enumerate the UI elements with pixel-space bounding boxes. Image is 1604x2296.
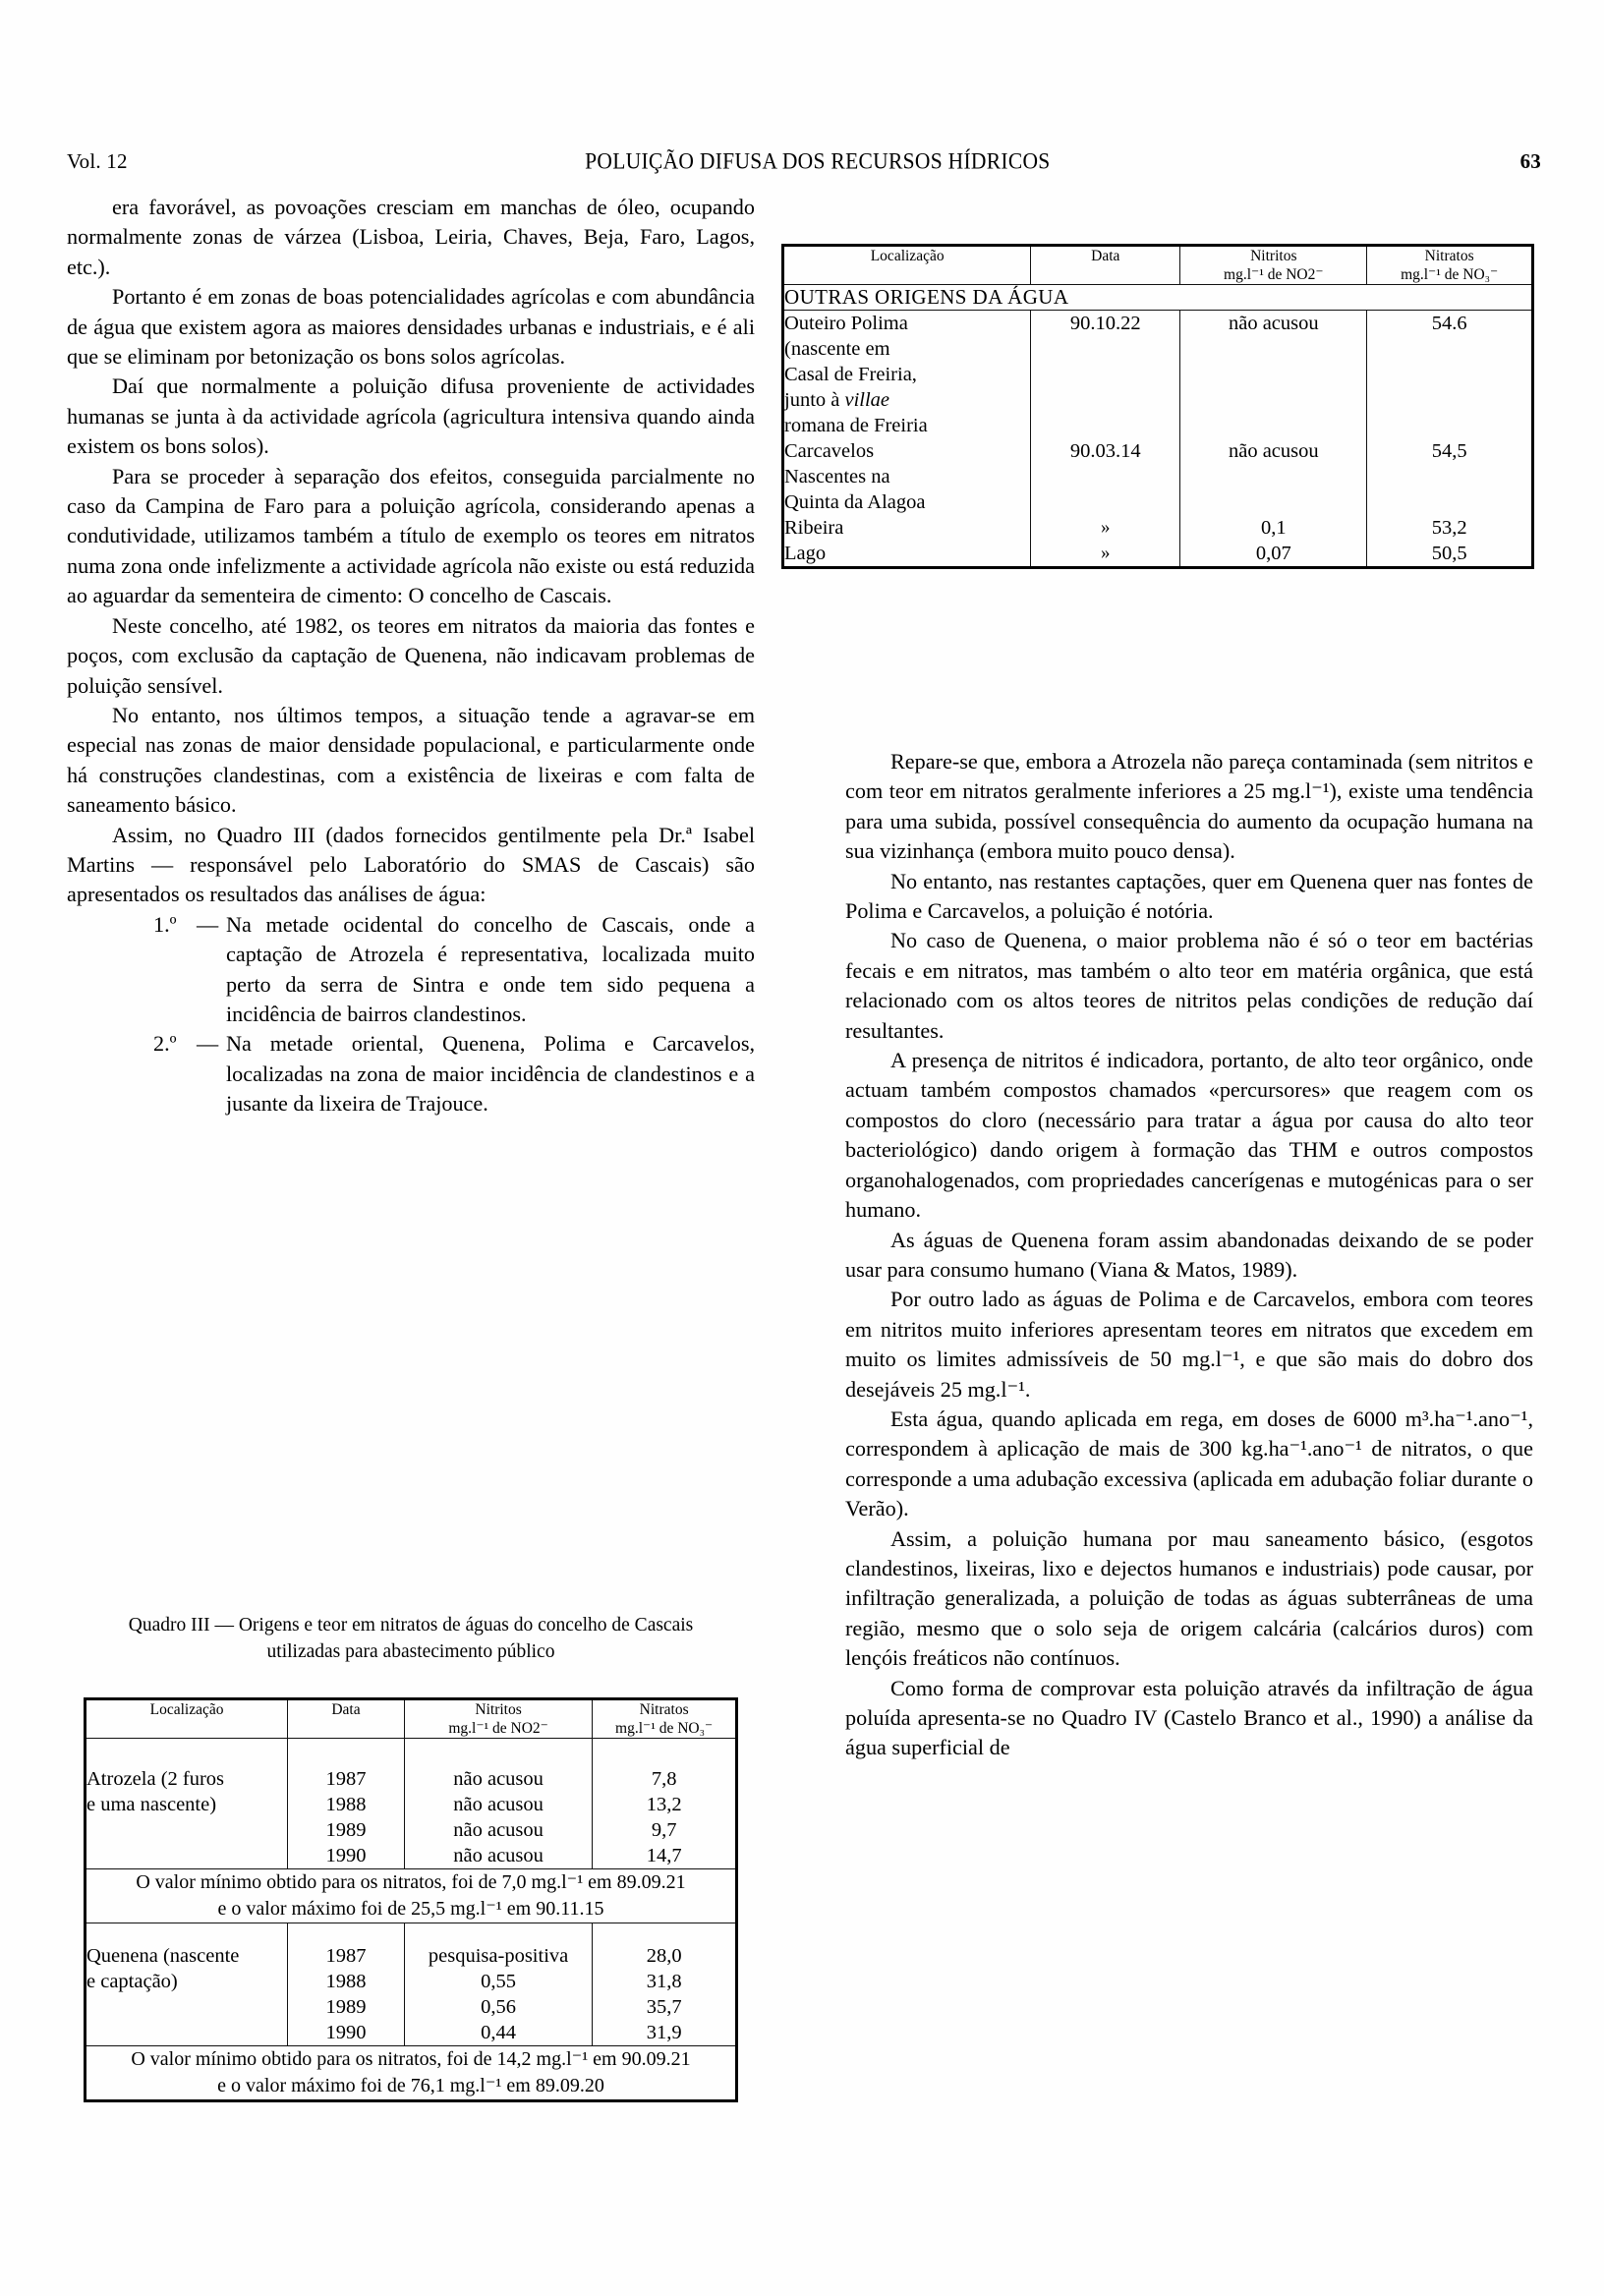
column-header-nitritos-line1: Nitritos — [475, 1701, 522, 1718]
paragraph: Repare-se que, embora a Atrozela não pareça contaminada (sem nitritos e com teor em nitratos geralmente inferiores a 25 mg.l⁻¹), existe uma tendência para uma subida, possível consequência do aumento da ocupação humana na sua vizinhança (embora muito pouco densa). — [845, 749, 1533, 864]
cell-localizacao — [784, 311, 1031, 439]
cell-nitritos: não acusou — [1180, 311, 1367, 439]
cell-nitratos: 50,5 — [1367, 541, 1531, 566]
list-item-number: 1.º — [153, 911, 177, 937]
paragraph: Daí que normalmente a poluição difusa proveniente de actividades humanas se junta à da actividade agrícola (agricultura intensiva quando ainda existem os bons solos). — [67, 373, 755, 459]
column-header-data: Data — [288, 1700, 405, 1739]
table-row — [784, 311, 1531, 439]
cell-data: 1988 — [288, 1792, 405, 1817]
cell-nitratos: 35,7 — [593, 1994, 735, 2020]
loc-line: e captação) — [86, 1971, 178, 1992]
list-item-dash: — — [197, 911, 219, 937]
journal-title: POLUIÇÃO DIFUSA DOS RECURSOS HÍDRICOS — [585, 148, 1051, 174]
caption-line-2: utilizadas para abastecimento público — [266, 1641, 555, 1662]
table-row — [784, 541, 1531, 566]
page-number: 63 — [1519, 149, 1541, 173]
cell-data — [1031, 464, 1180, 515]
table-header-row — [784, 247, 1531, 285]
column-header-nitratos-line1: Nitratos — [639, 1701, 689, 1718]
paragraph: No entanto, nos últimos tempos, a situação tende a agravar-se em especial nas zonas de maior densidade populacional, e particularmente onde há construções clandestinas, com a existência de lixeiras e com falta de saneamento básico. — [67, 702, 755, 818]
cell-nitritos: não acusou — [404, 1843, 592, 1869]
table-header-row — [86, 1700, 735, 1739]
table-row — [784, 515, 1531, 541]
paragraph: Neste concelho, até 1982, os teores em nitratos da maioria das fontes e poços, com exclusão da captação de Quenena, não indicavam problemas de poluição sensível. — [67, 612, 755, 698]
cell-nitritos: não acusou — [404, 1792, 592, 1817]
column-header-localizacao: Localização — [784, 247, 1031, 285]
cell-nitratos: 28,0 — [593, 1923, 735, 1970]
column-header-nitratos — [593, 1700, 735, 1739]
table — [784, 247, 1531, 566]
table-header — [86, 1700, 735, 1739]
note-atrozela — [86, 1869, 735, 1923]
cell-nitritos: 0,55 — [404, 1969, 592, 1994]
cell-nitritos — [1180, 464, 1367, 515]
paragraph: No caso de Quenena, o maior problema não é só o teor em bactérias fecais e em nitratos, mas também o alto teor em matéria orgânica, que está relacionado com os altos teores de nitritos pelas condições de redução daí resultantes. — [845, 928, 1533, 1043]
column-header-nitritos-line2: mg.l⁻¹ de NO2⁻ — [1224, 266, 1324, 283]
cell-nitritos: não acusou — [404, 1739, 592, 1793]
note-line-2: e o valor máximo foi de 76,1 mg.l⁻¹ em 89.09.20 — [217, 2075, 604, 2096]
note-quenena — [86, 2046, 735, 2100]
cell-nitritos: 0,56 — [404, 1994, 592, 2020]
volume-label: Vol. 12 — [67, 149, 128, 173]
cell-data: » — [1031, 541, 1180, 566]
loc-line: Casal de Freiria, — [784, 364, 917, 385]
cell-nitritos: não acusou — [1180, 438, 1367, 464]
cell-nitratos: 9,7 — [593, 1817, 735, 1843]
running-head — [67, 149, 1541, 183]
paragraph: Esta água, quando aplicada em rega, em doses de 6000 m³.ha⁻¹.ano⁻¹, correspondem à aplicação de mais de 300 kg.ha⁻¹.ano⁻¹ de nitratos, o que corresponde a uma adubação excessiva (aplicada em adubação foliar durante o Verão). — [845, 1406, 1533, 1521]
cell-nitratos: 13,2 — [593, 1792, 735, 1817]
table-row — [784, 464, 1531, 515]
column-header-nitritos-line1: Nitritos — [1250, 248, 1297, 264]
loc-line: Outeiro Polima — [784, 313, 908, 334]
table-section-row — [784, 285, 1531, 311]
cell-localizacao — [784, 464, 1031, 515]
loc-line-pre: junto à — [784, 389, 845, 411]
cell-nitritos: 0,07 — [1180, 541, 1367, 566]
cell-data: 1990 — [288, 1843, 405, 1869]
cell-data: 1989 — [288, 1817, 405, 1843]
table-row — [86, 1923, 735, 1970]
cell-nitratos: 54.6 — [1367, 311, 1531, 439]
list-item-text: Na metade oriental, Quenena, Polima e Carcavelos, localizadas na zona de maior incidência de clandestinos e a jusante da lixeira de Trajouce. — [226, 1031, 755, 1117]
cell-nitratos: 54,5 — [1367, 438, 1531, 464]
column-header-nitritos — [404, 1700, 592, 1739]
cell-nitratos: 7,8 — [593, 1739, 735, 1793]
paragraph: Assim, no Quadro III (dados fornecidos gentilmente pela Dr.ª Isabel Martins — responsável pelo Laboratório do SMAS de Cascais) são apresentados os resultados das análises de água: — [67, 822, 755, 907]
column-header-data: Data — [1031, 247, 1180, 285]
cell-data: 90.10.22 — [1031, 311, 1180, 439]
column-header-nitratos-line1: Nitratos — [1424, 248, 1474, 264]
loc-line-italic: villae — [844, 389, 890, 411]
right-text-column — [845, 747, 1533, 1763]
loc-line: Atrozela (2 furos — [86, 1768, 225, 1790]
paragraph: A presença de nitritos é indicadora, portanto, de alto teor orgânico, onde actuam também compostos chamados «percursores» que reagem com os compostos do cloro (necessário para tratar a água por causa do alto teor bacteriológico) dando origem à formação das THM e outros compostos organohalogenados, com propriedades cancerígenas e mutogénicas para o ser humano. — [845, 1048, 1533, 1223]
loc-line: Quenena (nascente — [86, 1945, 240, 1967]
caption-line-1: Quadro III — Origens e teor em nitratos de águas do concelho de Cascais — [128, 1615, 694, 1636]
cell-data: 1987 — [288, 1739, 405, 1793]
cell-nitritos: não acusou — [404, 1817, 592, 1843]
column-header-localizacao: Localização — [86, 1700, 288, 1739]
table-body — [86, 1739, 735, 2100]
cell-nitratos: 14,7 — [593, 1843, 735, 1869]
cell-data: 1989 — [288, 1994, 405, 2020]
cell-nitratos: 31,8 — [593, 1969, 735, 1994]
cell-data: 90.03.14 — [1031, 438, 1180, 464]
column-header-nitratos-line2: mg.l⁻¹ de NO₃⁻ — [615, 1720, 714, 1737]
cell-nitratos: 53,2 — [1367, 515, 1531, 541]
cell-localizacao-quenena — [86, 1923, 288, 2046]
list-item — [153, 1029, 755, 1119]
table-body — [784, 285, 1531, 567]
paragraph: As águas de Quenena foram assim abandonadas deixando de se poder usar para consumo humano (Viana & Matos, 1989). — [845, 1227, 1533, 1282]
table-note-row — [86, 2046, 735, 2100]
list-item — [153, 910, 755, 1030]
cell-data: 1987 — [288, 1923, 405, 1970]
loc-line: e uma nascente) — [86, 1794, 217, 1815]
list-item-text: Na metade ocidental do concelho de Cascais, onde a captação de Atrozela é representativa, localizada muito perto da serra de Sintra e onde tem sido pequena a incidência de bairros clandestinos. — [226, 911, 755, 1026]
table-outras-origens — [781, 244, 1534, 569]
cell-nitratos — [1367, 464, 1531, 515]
paragraph: Como forma de comprovar esta poluição através da infiltração de água poluída apresenta-se no Quadro IV (Castelo Branco et al., 1990) a análise da água superficial de — [845, 1675, 1533, 1760]
paragraph: No entanto, nas restantes captações, quer em Quenena quer nas fontes de Polima e Carcavelos, a poluição é notória. — [845, 868, 1533, 924]
cell-data: 1988 — [288, 1969, 405, 1994]
paragraph: Por outro lado as águas de Polima e de Carcavelos, embora com teores em nitritos muito inferiores apresentam teores em nitratos que excedem em muito os limites admissíveis de 50 mg.l⁻¹, e que são mais do dobro dos desejáveis 25 mg.l⁻¹. — [845, 1287, 1533, 1402]
list-item-dash: — — [197, 1031, 219, 1057]
column-header-nitritos-line2: mg.l⁻¹ de NO2⁻ — [448, 1720, 548, 1737]
note-line-1: O valor mínimo obtido para os nitratos, foi de 14,2 mg.l⁻¹ em 90.09.21 — [131, 2048, 691, 2070]
column-header-nitratos-line2: mg.l⁻¹ de NO₃⁻ — [1401, 266, 1499, 283]
left-text-column — [67, 193, 755, 1119]
loc-line: romana de Freiria — [784, 415, 928, 436]
list-item-number: 2.º — [153, 1031, 177, 1057]
paragraph: Para se proceder à separação dos efeitos, conseguida parcialmente no caso da Campina de Faro para a poluição agrícola, considerando apenas a condutividade, utilizamos também a título de exemplo os teores em nitratos numa zona onde infelizmente a actividade agrícola não existe ou está reduzida ao aguardar da sementeira de cimento: O concelho de Cascais. — [67, 463, 755, 608]
cell-data: » — [1031, 515, 1180, 541]
table — [86, 1700, 735, 2099]
table-quadro-iii — [84, 1697, 738, 2102]
column-header-nitritos — [1180, 247, 1367, 285]
column-header-nitratos — [1367, 247, 1531, 285]
table-row — [784, 438, 1531, 464]
section-title-outras-origens: OUTRAS ORIGENS DA ÁGUA — [784, 285, 1531, 311]
enumerated-list — [67, 910, 755, 1119]
table-row — [86, 1739, 735, 1793]
paragraph: era favorável, as povoações cresciam em manchas de óleo, ocupando normalmente zonas de várzea (Lisboa, Leiria, Chaves, Beja, Faro, Lagos, etc.). — [67, 195, 755, 279]
cell-nitritos: 0,1 — [1180, 515, 1367, 541]
cell-nitritos: 0,44 — [404, 2020, 592, 2046]
loc-line: Quinta da Alagoa — [784, 491, 926, 513]
cell-localizacao-atrozela — [86, 1739, 288, 1869]
table-note-row — [86, 1869, 735, 1923]
cell-localizacao: Ribeira — [784, 515, 1031, 541]
paragraph: Assim, a poluição humana por mau saneamento básico, (esgotos clandestinos, lixeiras, lixo e dejectos humanos e industriais) pode causar, por infiltração generalizada, a poluição de todas as águas subterrâneas de uma região, mesmo que o solo seja de origem calcária (calcários duros) com lençóis freáticos não contínuos. — [845, 1525, 1533, 1671]
quadro3-caption — [67, 1612, 755, 1665]
table-header — [784, 247, 1531, 285]
loc-line: (nascente em — [784, 338, 890, 360]
cell-localizacao: Lago — [784, 541, 1031, 566]
cell-data: 1990 — [288, 2020, 405, 2046]
cell-nitratos: 31,9 — [593, 2020, 735, 2046]
cell-localizacao: Carcavelos — [784, 438, 1031, 464]
paragraph: Portanto é em zonas de boas potencialidades agrícolas e com abundância de água que existem agora as maiores densidades urbanas e industriais, e é ali que se eliminam por betonização os bons solos agrícolas. — [67, 284, 755, 370]
note-line-1: O valor mínimo obtido para os nitratos, foi de 7,0 mg.l⁻¹ em 89.09.21 — [136, 1871, 686, 1893]
cell-nitritos: pesquisa-positiva — [404, 1923, 592, 1970]
loc-line: Nascentes na — [784, 466, 890, 488]
note-line-2: e o valor máximo foi de 25,5 mg.l⁻¹ em 90.11.15 — [217, 1898, 604, 1920]
